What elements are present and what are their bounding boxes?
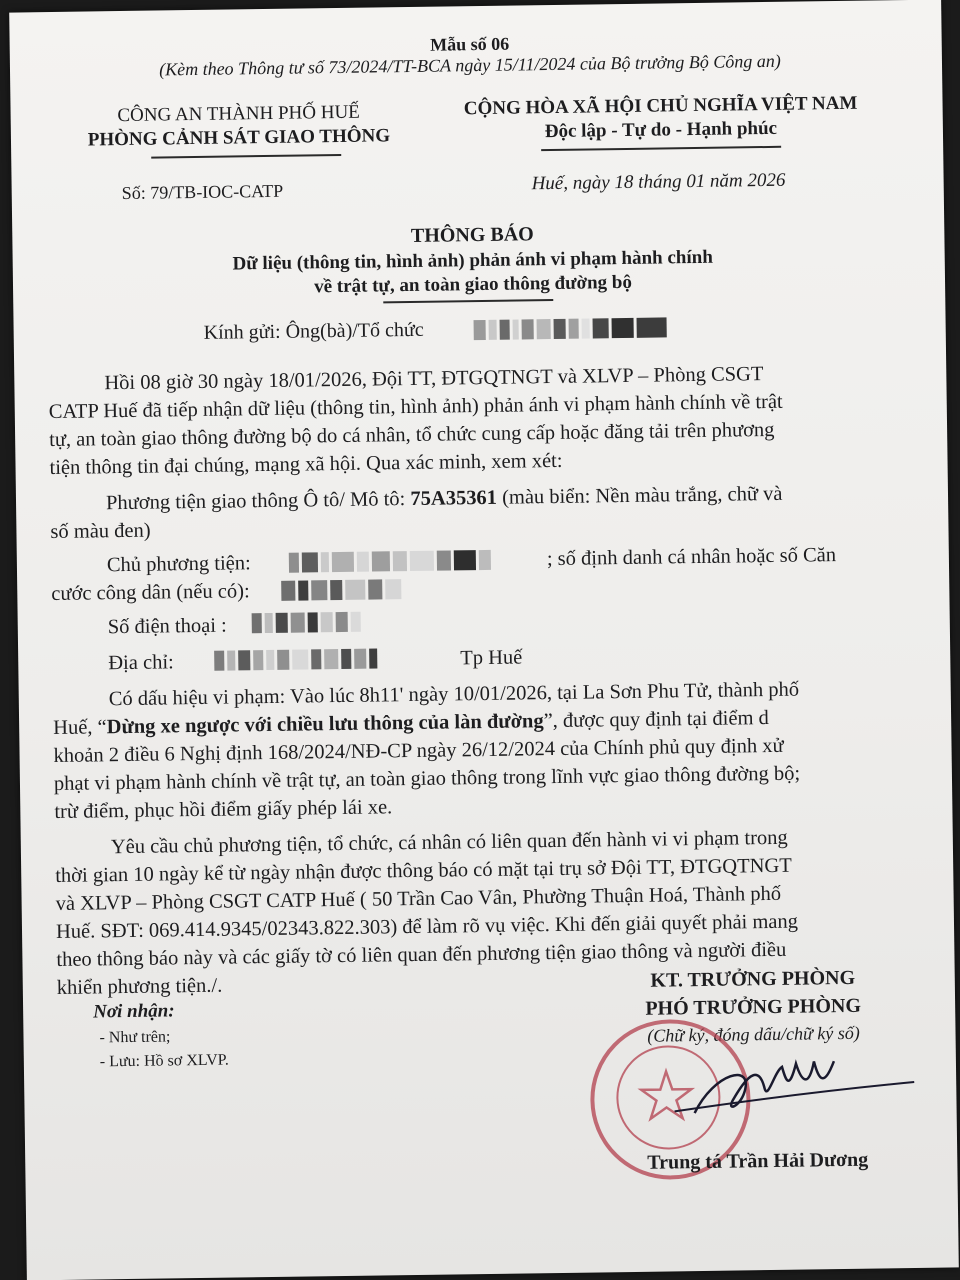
para1-line4: tiện thông tin đại chúng, mạng xã hội. Qua xác minh, xem xét: bbox=[49, 449, 563, 480]
signatory-name: Trung tá Trần Hải Dương bbox=[647, 1148, 869, 1174]
redacted-phone bbox=[252, 611, 382, 633]
redacted-address bbox=[214, 647, 454, 670]
request-line2: thời gian 10 ngày kể từ ngày nhận được thông báo có mặt tại trụ sở Đội TT, ĐTGQTNGT bbox=[55, 854, 792, 888]
republic-line1: CỘNG HÒA XÃ HỘI CHỦ NGHĨA VIỆT NAM bbox=[463, 92, 858, 120]
redacted-recipient bbox=[474, 317, 704, 340]
para1-line2: CATP Huế đã tiếp nhận dữ liệu (thông tin, hình ảnh) phản ánh vi phạm hành chính về trật bbox=[48, 390, 783, 424]
recipient-label: Kính gửi: Ông(bà)/Tổ chức bbox=[203, 318, 424, 344]
document-date: Huế, ngày 18 tháng 01 năm 2026 bbox=[531, 169, 786, 195]
owner-id-line2: cước công dân (nếu có): bbox=[51, 580, 250, 606]
owner-id-label: ; số định danh cá nhân hoặc số Căn bbox=[546, 544, 837, 571]
violation-line1: Có dấu hiệu vi phạm: Vào lúc 8h11' ngày 10/01/2026, tại La Sơn Phu Tử, thành phố bbox=[108, 678, 800, 711]
republic-underline bbox=[541, 146, 781, 151]
violation-prefix: Huế, “ bbox=[53, 716, 107, 740]
vehicle-line2: số màu đen) bbox=[50, 519, 151, 544]
vehicle-type-label: Phương tiện giao thông Ô tô/ Mô tô: bbox=[105, 488, 411, 515]
notice-title: THÔNG BÁO bbox=[410, 223, 534, 247]
form-attached-note: (Kèm theo Thông tư số 73/2024/TT-BCA ngày 15/11/2024 của Bộ trưởng Bộ Công an) bbox=[158, 50, 781, 80]
violation-line3: khoản 2 điều 6 Nghị định 168/2024/NĐ-CP ngày 26/12/2024 của Chính phủ quy định xử bbox=[53, 734, 784, 768]
notice-document bbox=[9, 0, 959, 1280]
plate-color-note: (màu biển: Nền màu trắng, chữ và bbox=[496, 482, 783, 509]
request-line6: khiển phương tiện./. bbox=[56, 974, 223, 999]
issuer-underline bbox=[151, 154, 341, 159]
notice-subtitle-1: Dữ liệu (thông tin, hình ảnh) phản ánh vi phạm hành chính bbox=[232, 246, 713, 275]
request-line3: và XLVP – Phòng CSGT CATP Huế ( 50 Trần Cao Vân, Phường Thuận Hoá, Thành phố bbox=[55, 882, 782, 916]
signature-title-2: PHÓ TRƯỞNG PHÒNG bbox=[645, 994, 862, 1020]
phone-label: Số điện thoại : bbox=[107, 614, 227, 639]
title-underline bbox=[383, 299, 553, 303]
violation-regulation-ref: ”, được quy định tại điểm d bbox=[543, 707, 769, 733]
signature-title-1: KT. TRƯỞNG PHÒNG bbox=[650, 966, 856, 992]
redacted-owner-name bbox=[289, 549, 539, 572]
license-plate: 75A35361 bbox=[410, 486, 498, 511]
violation-description: Dừng xe ngược với chiều lưu thông của làn đường bbox=[106, 710, 544, 739]
notice-subtitle-2: về trật tự, an toàn giao thông đường bộ bbox=[313, 271, 633, 298]
request-line4: Huế. SĐT: 069.414.9345/02343.822.303) để làm rõ vụ việc. Khi đến giải quyết phải mang bbox=[55, 910, 799, 944]
owner-label: Chủ phương tiện: bbox=[106, 552, 251, 577]
form-number: Mẫu số 06 bbox=[430, 33, 510, 55]
document-number: Số: 79/TB-IOC-CATP bbox=[121, 180, 284, 204]
address-city: Tp Huế bbox=[460, 646, 523, 670]
address-label: Địa chỉ: bbox=[108, 651, 174, 675]
recipients-title: Nơi nhận: bbox=[93, 1000, 175, 1023]
issuer-line1: CÔNG AN THÀNH PHỐ HUẾ bbox=[117, 101, 360, 127]
handwritten-signature bbox=[664, 1040, 935, 1144]
violation-line4: phạt vi phạm hành chính về trật tự, an toàn giao thông trong lĩnh vực giao thông đường bộ; bbox=[53, 762, 801, 796]
recipients-item-2: - Lưu: Hồ sơ XLVP. bbox=[99, 1051, 229, 1071]
para1-line3: tự, an toàn giao thông đường bộ do cá nhân, tổ chức cung cấp hoặc đăng tải trên phương bbox=[49, 418, 775, 452]
republic-motto: Độc lập - Tự do - Hạnh phúc bbox=[544, 117, 778, 143]
signature-note: (Chữ ký, đóng dấu/chữ ký số) bbox=[647, 1022, 860, 1046]
recipients-item-1: - Như trên; bbox=[99, 1028, 171, 1047]
redacted-id-number bbox=[281, 579, 421, 601]
request-line5: theo thông báo này và các giấy tờ có liên quan đến phương tiện giao thông và người điều bbox=[56, 938, 787, 971]
para1-line1: Hồi 08 giờ 30 ngày 18/01/2026, Đội TT, ĐTGQTNGT và XLVP – Phòng CSGT bbox=[104, 363, 764, 395]
issuer-line2: PHÒNG CẢNH SÁT GIAO THÔNG bbox=[87, 125, 391, 151]
request-line1: Yêu cầu chủ phương tiện, tổ chức, cá nhân có liên quan đến hành vi vi phạm trong bbox=[110, 826, 788, 859]
vehicle-line1 bbox=[106, 480, 783, 517]
violation-line5: trừ điểm, phục hồi điểm giấy phép lái xe. bbox=[54, 796, 393, 824]
